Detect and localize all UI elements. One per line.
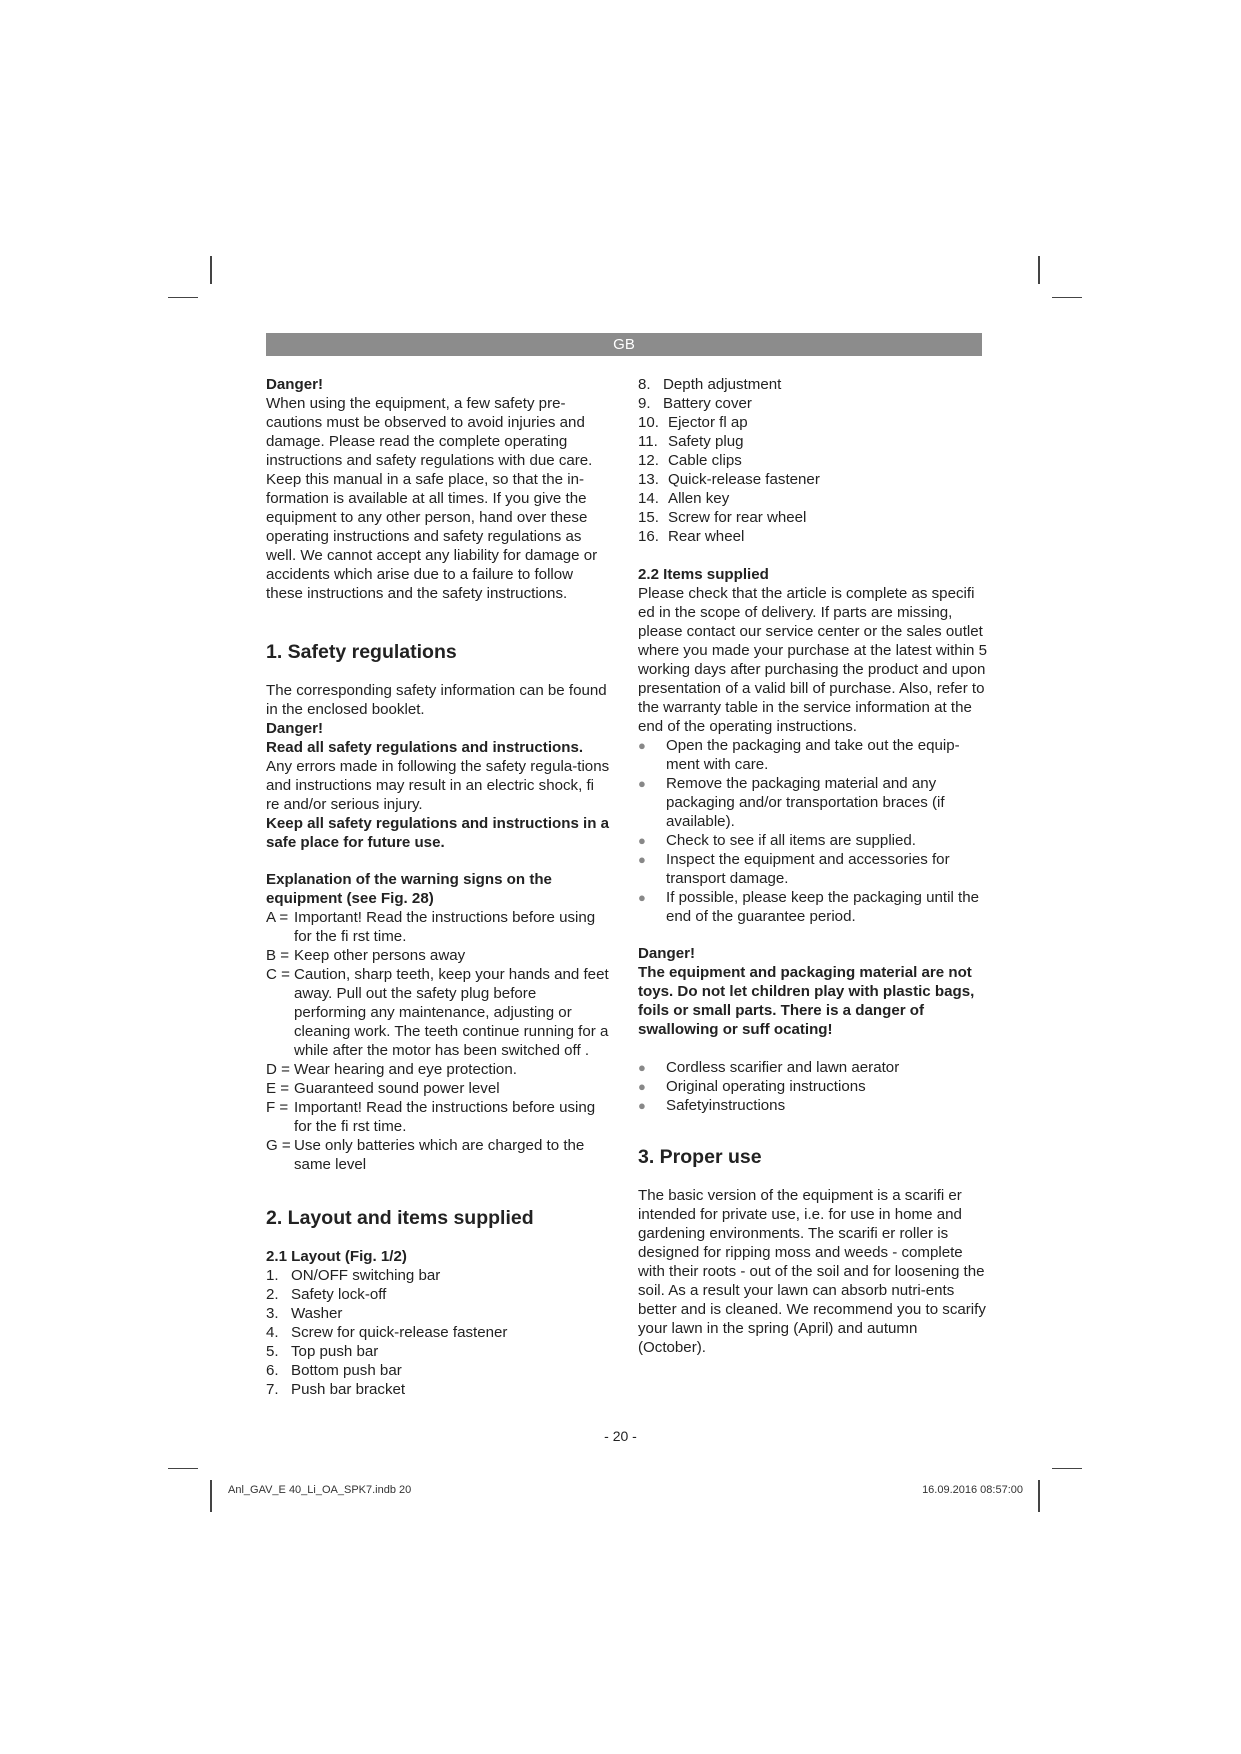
list-item: 10. Ejector fl ap [638, 414, 748, 431]
list-item: 15. Screw for rear wheel [638, 509, 807, 526]
list-item: 12. Cable clips [638, 452, 742, 469]
right-column [638, 375, 988, 1357]
packaging-danger-heading: Danger! [638, 945, 696, 962]
footer-file-name: Anl_GAV_E 40_Li_OA_SPK7.indb 20 [228, 1484, 412, 1496]
danger-paragraph: When using the equipment, a few safety pre-cautions must be observed to avoid injuries and damage. Please read the complete operating instructions and safety regulations with due care. Keep this manual in a safe place, so that the in-formation is available at all times. If you give the equipment to any other person, hand over these operating instructions and safety regulations as well. We cannot accept any liability for damage or accidents which arise due to a failure to follow these instructions and the safety instructions. [266, 395, 598, 602]
list-item: ● Open the packaging and take out the equip-ment with care. [638, 737, 960, 773]
bullet-icon: ● [638, 776, 646, 791]
list-item: F = Important! Read the instructions before using for the fi rst time. [266, 1099, 596, 1135]
section-2-1-title: 2.1 Layout (Fig. 1/2) [266, 1248, 407, 1265]
list-item: 4. Screw for quick-release fastener [266, 1324, 508, 1341]
list-item: ● If possible, please keep the packaging until the end of the guarantee period. [638, 889, 979, 925]
section-1-errors-text: Any errors made in following the safety regula-tions and instructions may result in an electric shock, fi re and/or serious injury. [266, 758, 610, 813]
left-column [266, 375, 611, 1399]
list-item: A = Important! Read the instructions before using for the fi rst time. [266, 909, 596, 945]
bullet-icon: ● [638, 833, 646, 848]
section-2-2-title: 2.2 Items supplied [638, 566, 769, 583]
crop-mark [1038, 256, 1040, 284]
warning-signs-list [266, 908, 611, 1174]
section-3-title: 3. Proper use [638, 1146, 762, 1168]
list-item: C = Caution, sharp teeth, keep your hands and feet away. Pull out the safety plug before performing any maintenance, adjusting or cleaning work. The teeth continue running for a while after the motor has been switched off . [266, 966, 609, 1059]
bullet-icon: ● [638, 852, 646, 867]
crop-mark [1038, 1480, 1040, 1512]
section-1-bold-keep: Keep all safety regulations and instructions in a safe place for future use. [266, 815, 610, 851]
section-1-text: The corresponding safety information can be found in the enclosed booklet. [266, 682, 607, 718]
crop-mark [1052, 1468, 1082, 1469]
crop-mark [1052, 297, 1082, 298]
list-item: 8. Depth adjustment [638, 376, 782, 393]
list-item: 1. ON/OFF switching bar [266, 1267, 441, 1284]
bullet-icon: ● [638, 1079, 646, 1094]
section-1-danger: Danger! [266, 720, 324, 737]
list-item: G = Use only batteries which are charged to the same level [266, 1137, 585, 1173]
list-item: B = Keep other persons away [266, 947, 466, 964]
list-item: D = Wear hearing and eye protection. [266, 1061, 517, 1078]
section-3-text: The basic version of the equipment is a scarifi er intended for private use, i.e. for use in home and gardening environments. The scarifi er roller is designed for ripping moss and weeds - complete with their roots - out of the soil and for loosening the soil. As a result your lawn can absorb nutri-ents better and is cleaned. We recommend you to scarify your lawn in the spring (April) and autumn (October). [638, 1187, 986, 1356]
list-item: 6. Bottom push bar [266, 1362, 402, 1379]
footer-timestamp: 16.09.2016 08:57:00 [922, 1484, 1023, 1496]
section-1-title: 1. Safety regulations [266, 641, 457, 663]
list-item: 14. Allen key [638, 490, 730, 507]
list-item: ● Cordless scarifier and lawn aerator [638, 1059, 900, 1076]
section-2-2-text: Please check that the article is complete as specifi ed in the scope of delivery. If parts are missing, please contact our service center or the sales outlet where you made your purchase at the latest within 5 working days after purchasing the product and upon presentation of a valid bill of purchase. Also, refer to the warranty table in the service information at the end of the operating instructions. [638, 585, 988, 735]
page-number: - 20 - [604, 1428, 637, 1444]
list-item: ● Inspect the equipment and accessories for transport damage. [638, 851, 950, 887]
list-item: 5. Top push bar [266, 1343, 379, 1360]
bullet-icon: ● [638, 890, 646, 905]
section-2-title: 2. Layout and items supplied [266, 1207, 534, 1229]
crop-mark [210, 256, 212, 284]
packaging-danger-text: The equipment and packaging material are not toys. Do not let children play with plastic bags, foils or small parts. There is a danger of swallowing or suff ocating! [638, 964, 975, 1038]
list-item: E = Guaranteed sound power level [266, 1080, 500, 1097]
list-item: ● Safetyinstructions [638, 1097, 786, 1114]
list-item: ● Remove the packaging material and any packaging and/or transportation braces (if available). [638, 775, 945, 830]
crop-mark [210, 1480, 212, 1512]
crop-mark [168, 1468, 198, 1469]
list-item: 13. Quick-release fastener [638, 471, 820, 488]
list-item: 9. Battery cover [638, 395, 752, 412]
list-item: 7. Push bar bracket [266, 1381, 406, 1398]
language-label: GB [613, 336, 635, 353]
supplied-list [638, 1058, 988, 1115]
list-item: 2. Safety lock-off [266, 1286, 387, 1303]
layout-list-right [638, 375, 988, 546]
list-item: ● Original operating instructions [638, 1078, 866, 1095]
danger-heading: Danger! [266, 376, 324, 393]
crop-mark [168, 297, 198, 298]
bullet-icon: ● [638, 1060, 646, 1075]
bullet-icon: ● [638, 738, 646, 753]
check-list [638, 736, 988, 926]
section-1-bold-read: Read all safety regulations and instructions. [266, 739, 584, 756]
list-item: 11. Safety plug [638, 433, 744, 450]
bullet-icon: ● [638, 1098, 646, 1113]
layout-list-left [266, 1266, 611, 1399]
list-item: 3. Washer [266, 1305, 343, 1322]
list-item: 16. Rear wheel [638, 528, 745, 545]
warning-signs-title: Explanation of the warning signs on the equipment (see Fig. 28) [266, 871, 552, 907]
language-header-bar [266, 333, 982, 356]
list-item: ● Check to see if all items are supplied. [638, 832, 917, 849]
